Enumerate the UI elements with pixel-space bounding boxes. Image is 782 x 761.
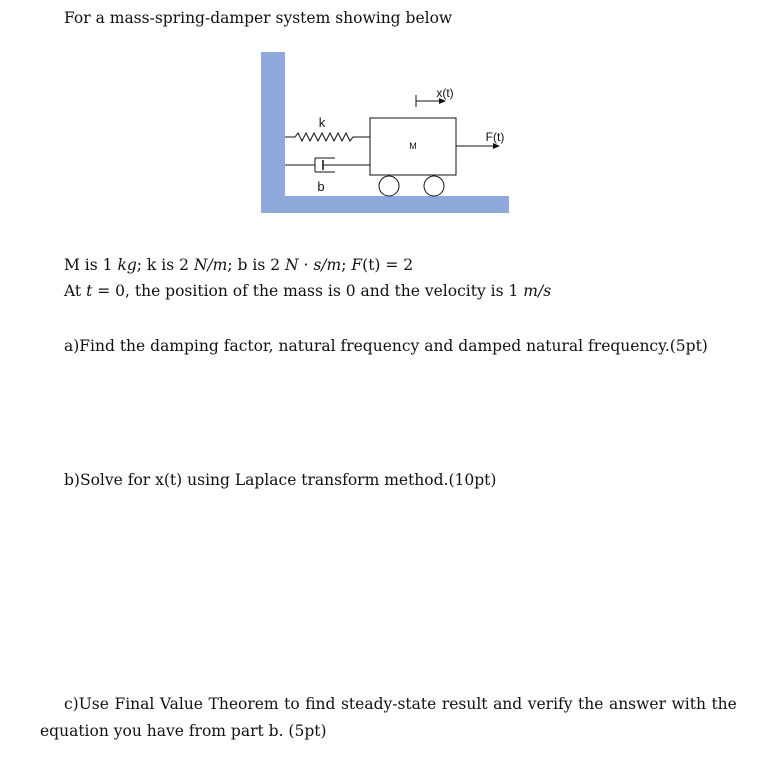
spring-label: k: [318, 115, 326, 130]
question-b: b)Solve for x(t) using Laplace transform method.(10pt): [64, 471, 497, 489]
force-label: F(t): [485, 130, 505, 144]
mass-spring-damper-diagram: [255, 45, 515, 220]
damper: [285, 158, 370, 172]
wheel-left: [379, 176, 399, 196]
spring: [285, 133, 370, 141]
mass-label: M: [409, 141, 417, 151]
question-a: a)Find the damping factor, natural frequency and damped natural frequency.(5pt): [64, 337, 708, 355]
question-c-line2: equation you have from part b. (5pt): [40, 722, 327, 740]
question-c-line1: c)Use Final Value Theorem to find steady-state result and verify the answer with the: [64, 695, 737, 713]
parameters-line: M is 1 kg; k is 2 N/m; b is 2 N · s/m; F(t) = 2: [64, 256, 414, 274]
intro-text: For a mass-spring-damper system showing below: [64, 9, 453, 27]
wall: [261, 52, 285, 212]
wheel-right: [424, 176, 444, 196]
damper-label: b: [317, 179, 325, 194]
initial-conditions-line: At t = 0, the position of the mass is 0 and the velocity is 1 m/s: [64, 282, 552, 300]
displacement-label: x(t): [436, 86, 454, 100]
floor: [261, 196, 509, 213]
